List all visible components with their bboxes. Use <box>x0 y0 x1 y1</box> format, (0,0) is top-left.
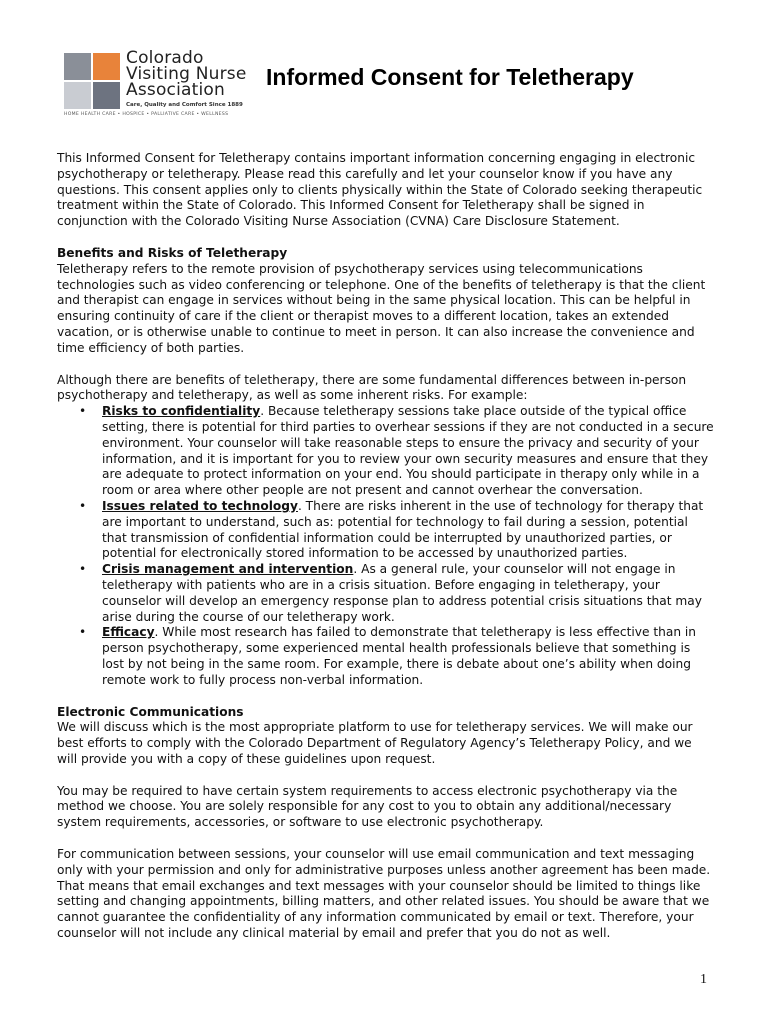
logo-square-3 <box>64 82 91 109</box>
list-item <box>79 404 715 499</box>
logo-name <box>126 50 247 98</box>
intro-paragraph: This Informed Consent for Teletherapy contains important information concerning engaging in electronic psychotherapy or teletherapy. Please read this carefully and let your counselor know if you have any questions. This consent applies only to clients physically within the State of Colorado seeking therapeutic treatment within the State of Colorado. This Informed Consent for Teletherapy shall be signed in conjunction with the Colorado Visiting Nurse Association (CVNA) Care Disclosure Statement. <box>57 151 703 229</box>
risk-term: Efficacy <box>102 625 155 640</box>
risk-text: . Because teletherapy sessions take place outside of the typical office setting, there is potential for third parties to overhear sessions if they are not conducted in a secure environment. Your counselor will take reasonable steps to ensure the privacy and security of your information, and it is important for you to review your own security measures and ensure that they are adequate to protect information on your end. You should participate in therapy only while in a room or area where other people are not present and cannot overhear the conversation. <box>102 404 714 498</box>
logo-name-line-1: Colorado <box>126 48 204 68</box>
risks-list <box>57 404 715 688</box>
logo-name-line-2: Visiting Nurse <box>126 64 247 84</box>
logo-square-4 <box>93 82 120 109</box>
logo-name-line-3: Association <box>126 80 225 100</box>
list-item <box>79 562 715 625</box>
logo-square-1 <box>64 53 91 80</box>
electronic-paragraph-3: For communication between sessions, your counselor will use email communication and text messaging only with your permission and only for administrative purposes unless another agreement has been made. That means that email exchanges and text messages with your counselor should be limited to things like setting and changing appointments, billing matters, and other related issues. You should be aware that we cannot guarantee the confidentiality of any information communicated by email or text. Therefore, your counselor will not include any clinical material by email and prefer that you do not as well. <box>57 847 711 941</box>
risk-term: Crisis management and intervention <box>102 562 354 577</box>
electronic-paragraph-1: We will discuss which is the most appropriate platform to use for teletherapy services. We will make our best efforts to comply with the Colorado Department of Regulatory Agency’s Teletherapy Policy, and we will provide you with a copy of these guidelines upon request. <box>57 720 693 766</box>
benefits-paragraph: Teletherapy refers to the remote provision of psychotherapy services using telecommunications technologies such as video conferencing or telephone. One of the benefits of teletherapy is that the client and therapist can engage in services without being in the same physical location. This can be helpful in ensuring continuity of care if the client or therapist moves to a different location, takes an extended vacation, or is otherwise unable to continue to meet in person. It can also increase the convenience and time efficiency of both parties. <box>57 261 706 355</box>
bullet-icon: • <box>79 404 87 419</box>
list-item <box>79 498 715 562</box>
document-title: Informed Consent for Teletherapy <box>266 64 634 90</box>
risk-term: Risks to confidentiality <box>102 404 261 419</box>
electronic-paragraph-2: You may be required to have certain system requirements to access electronic psychotherapy via the method we choose. You are solely responsible for any cost to you to obtain any additional/necessary system requirements, accessories, or software to use electronic psychotherapy. <box>57 783 678 830</box>
risk-term: Issues related to technology <box>102 498 298 513</box>
bullet-icon: • <box>79 498 87 513</box>
bullet-icon: • <box>79 562 87 577</box>
risks-intro: Although there are benefits of teletherapy, there are some fundamental differences between in-person psychotherapy and teletherapy, as well as some inherent risks. For example: <box>57 372 687 403</box>
document-body <box>57 151 715 942</box>
page-number: 1 <box>700 972 707 987</box>
logo-square-2 <box>93 53 120 80</box>
benefits-heading: Benefits and Risks of Teletherapy <box>57 245 288 260</box>
list-item <box>79 625 715 688</box>
cvna-logo <box>64 50 254 120</box>
logo-mark <box>64 53 120 109</box>
bullet-icon: • <box>79 625 87 640</box>
risk-text: . There are risks inherent in the use of technology for therapy that are important to understand, such as: potential for technology to fail during a session, potential that transmission of confidential information could be interrupted by unauthorized parties, or potential for electronically stored information to be accessed by unauthorized parties. <box>102 498 704 561</box>
risk-text: . While most research has failed to demonstrate that teletherapy is less effective than in person psychotherapy, some experienced mental health professionals believe that something is lost by not being in the same room. For example, there is debate about one’s ability when doing remote work to fully process non-verbal information. <box>102 625 697 687</box>
risk-text: . As a general rule, your counselor will not engage in teletherapy with patients who are in a crisis situation. Before engaging in teletherapy, your counselor will develop an emergency response plan to address potential crisis situations that may arise during the course of our teletherapy work. <box>102 562 702 624</box>
electronic-heading: Electronic Communications <box>57 704 244 719</box>
logo-services: HOME HEALTH CARE • HOSPICE • PALLIATIVE CARE • WELLNESS <box>64 112 229 117</box>
logo-tagline: Care, Quality and Comfort Since 1889 <box>126 102 243 108</box>
